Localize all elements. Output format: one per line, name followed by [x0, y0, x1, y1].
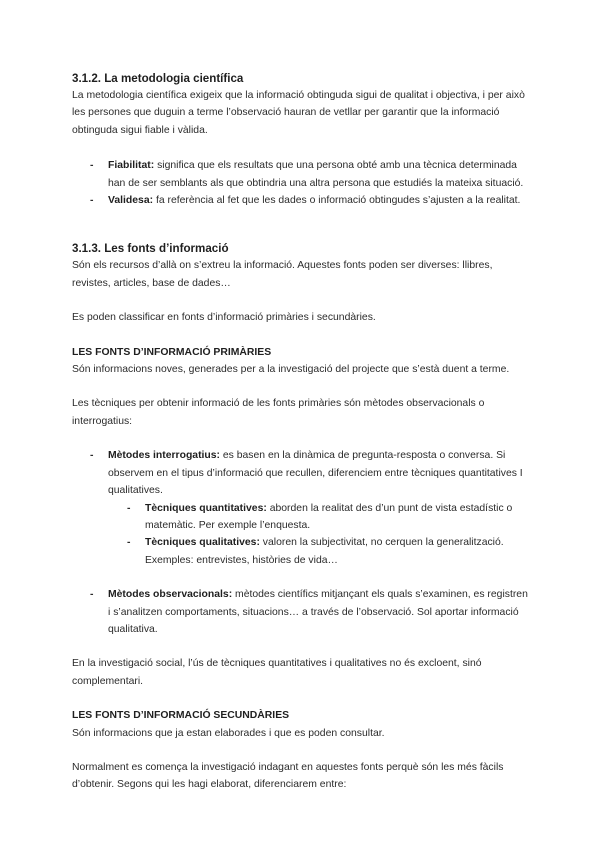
- paragraph-classify: Es poden classificar en fonts d’informació primàries i secundàries.: [72, 312, 376, 324]
- term-quantitative: Tècniques quantitatives:: [145, 502, 267, 514]
- bullet-dash: -: [90, 589, 94, 601]
- definition-quantitative: aborden la realitat des d’un punt de vista estadístic o matemàtic. Per exemple l’enquesta.: [145, 502, 513, 531]
- document-page: [72, 70, 532, 794]
- paragraph-techniques: Les tècniques per obtenir informació de les fonts primàries són mètodes observacionals o interrogatius:: [72, 398, 485, 427]
- bullet-dash: -: [90, 450, 94, 462]
- paragraph-social-research: En la investigació social, l’ús de tècniques quantitatives i qualitatives no és excloent, sinó complementari.: [72, 658, 482, 687]
- bullet-dash: -: [90, 160, 94, 172]
- definition-validity: fa referència al fet que les dades o informació obtingudes s’ajusten a la realitat.: [153, 195, 521, 207]
- bullet-dash: -: [90, 195, 94, 207]
- definition-interrogative: es basen en la dinàmica de pregunta-resposta o conversa. Si observem en el tipus d’informació que recullen, diferenciem entre tècniques quantitatives I qualitatives.: [108, 450, 523, 497]
- list-item: [90, 157, 532, 192]
- bullet-list-reliability: [90, 157, 532, 209]
- bullet-list-methods: [90, 447, 532, 499]
- paragraph-secondary-intro: Són informacions que ja estan elaborades i que es poden consultar.: [72, 727, 385, 739]
- subheading-secondary: LES FONTS D’INFORMACIÓ SECUNDÀRIES: [72, 710, 290, 722]
- bullet-dash: -: [127, 502, 131, 514]
- subheading-primary: LES FONTS D’INFORMACIÓ PRIMÀRIES: [72, 346, 272, 358]
- list-item: [90, 447, 532, 499]
- list-item: [90, 586, 532, 638]
- paragraph-sources: Són els recursos d’allà on s’extreu la informació. Aquestes fonts poden ser diverses: llibres, revistes, articles, base de dades…: [72, 260, 493, 289]
- list-item: [127, 534, 532, 569]
- term-validity: Validesa:: [108, 195, 154, 207]
- bullet-list-observational: [90, 586, 532, 638]
- paragraph-secondary-normal: Normalment es comença la investigació indagant en aquestes fonts perquè són les més fàcils d’obtenir. Segons qui les hagi elaborat, diferenciarem entre:: [72, 761, 504, 791]
- definition-observational: mètodes científics mitjançant els quals s’examinen, es registren i s’analitzen comportaments, situacions… a través de l’observació. Sol aportar informació qualitativa.: [108, 589, 528, 635]
- bullet-dash: -: [127, 537, 131, 549]
- term-qualitative: Tècniques qualitatives:: [145, 537, 260, 549]
- list-item: [90, 192, 532, 209]
- paragraph-methodology: La metodologia científica exigeix que la informació obtinguda sigui de qualitat i objectiva, i per això les persones que duguin a terme l’observació hauran de vetllar per garantir que la informació obtinguda sigui fiable i vàlida.: [72, 90, 525, 136]
- term-observational: Mètodes observacionals:: [108, 589, 233, 601]
- sub-bullet-list-techniques: [127, 500, 532, 570]
- paragraph-primary-intro: Són informacions noves, generades per a la investigació del projecte que s’està duent a terme.: [72, 364, 510, 376]
- section-heading-3-1-3: 3.1.3. Les fonts d’informació: [72, 242, 229, 256]
- definition-reliability: significa que els resultats que una persona obté amb una tècnica determinada han de ser semblants als que obtindria una altra persona que estudiés la mateixa situació.: [108, 160, 524, 189]
- term-reliability: Fiabilitat:: [108, 160, 155, 172]
- section-heading-3-1-2: 3.1.2. La metodologia científica: [72, 72, 244, 85]
- definition-qualitative: valoren la subjectivitat, no cerquen la generalització. Exemples: entrevistes, històries de vida…: [145, 537, 504, 566]
- list-item: [127, 500, 532, 535]
- term-interrogative: Mètodes interrogatius:: [108, 450, 220, 462]
